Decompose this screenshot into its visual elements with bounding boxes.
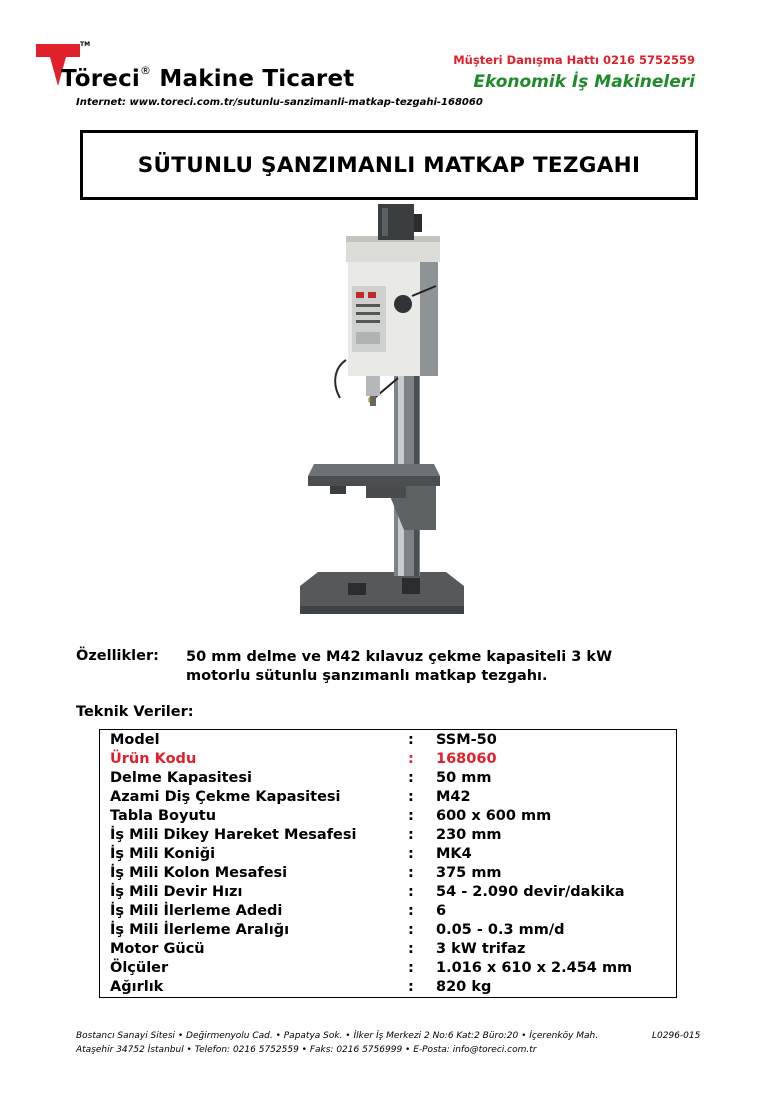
spec-label: İş Mili İlerleme Adedi bbox=[110, 903, 283, 919]
spec-colon: : bbox=[408, 751, 414, 767]
spec-value: MK4 bbox=[436, 846, 472, 862]
spec-value: 1.016 x 610 x 2.454 mm bbox=[436, 960, 633, 976]
spec-value: 600 x 600 mm bbox=[436, 808, 552, 824]
spec-colon: : bbox=[408, 789, 414, 805]
spec-colon: : bbox=[408, 827, 414, 843]
spec-label: Ölçüler bbox=[110, 960, 169, 976]
spec-colon: : bbox=[408, 941, 414, 957]
tech-label: Teknik Veriler: bbox=[76, 704, 194, 720]
spec-colon: : bbox=[408, 732, 414, 748]
spec-value: 168060 bbox=[436, 751, 497, 767]
spec-table bbox=[99, 729, 677, 998]
spec-label: Model bbox=[110, 732, 160, 748]
spec-colon: : bbox=[408, 922, 414, 938]
spec-label: İş Mili İlerleme Aralığı bbox=[110, 922, 290, 938]
spec-value: M42 bbox=[436, 789, 471, 805]
spec-label: İş Mili Devir Hızı bbox=[110, 884, 243, 900]
spec-value: 375 mm bbox=[436, 865, 502, 881]
spec-value: 50 mm bbox=[436, 770, 492, 786]
spec-value: 3 kW trifaz bbox=[436, 941, 526, 957]
company-slogan: Ekonomik İş Makineleri bbox=[473, 72, 695, 92]
spec-colon: : bbox=[408, 808, 414, 824]
spec-colon: : bbox=[408, 960, 414, 976]
spec-label: Motor Gücü bbox=[110, 941, 205, 957]
spec-colon: : bbox=[408, 979, 414, 995]
website-url[interactable]: Internet: www.toreci.com.tr/sutunlu-sanzimanli-matkap-tezgahi-168060 bbox=[76, 97, 483, 108]
spec-value: 230 mm bbox=[436, 827, 502, 843]
title-box bbox=[80, 130, 698, 200]
spec-label: Ürün Kodu bbox=[110, 751, 197, 767]
page-title: SÜTUNLU ŞANZIMANLI MATKAP TEZGAHI bbox=[137, 152, 641, 178]
spec-label: İş Mili Kolon Mesafesi bbox=[110, 865, 288, 881]
spec-colon: : bbox=[408, 770, 414, 786]
spec-label: Delme Kapasitesi bbox=[110, 770, 252, 786]
spec-label: İş Mili Koniği bbox=[110, 846, 216, 862]
customer-hotline: Müşteri Danışma Hattı 0216 5752559 bbox=[453, 53, 695, 67]
spec-label: Tabla Boyutu bbox=[110, 808, 217, 824]
spec-colon: : bbox=[408, 865, 414, 881]
footer-address: Bostancı Sanayi Sitesi • Değirmenyolu Cad. • Papatya Sok. • İlker İş Merkezi 2 No:6 Kat:2 Büro:20 • İçerenköy Mah. bbox=[76, 1031, 599, 1041]
spec-value: 6 bbox=[436, 903, 447, 919]
document-code: L0296-015 bbox=[652, 1031, 701, 1041]
company-name-suffix: Makine Ticaret bbox=[159, 66, 355, 92]
spec-value: SSM-50 bbox=[436, 732, 497, 748]
spec-label: Azami Diş Çekme Kapasitesi bbox=[110, 789, 341, 805]
spec-colon: : bbox=[408, 846, 414, 862]
trademark-symbol: TM bbox=[80, 41, 91, 48]
drill-press-image bbox=[286, 200, 478, 628]
company-name-main: Töreci bbox=[61, 66, 140, 92]
spec-value: 820 kg bbox=[436, 979, 492, 995]
registered-mark: ® bbox=[140, 64, 152, 78]
spec-colon: : bbox=[408, 903, 414, 919]
spec-value: 54 - 2.090 devir/dakika bbox=[436, 884, 625, 900]
spec-label: Ağırlık bbox=[110, 979, 164, 995]
features-label: Özellikler: bbox=[76, 648, 159, 664]
spec-label: İş Mili Dikey Hareket Mesafesi bbox=[110, 827, 357, 843]
company-name bbox=[61, 66, 354, 92]
footer-contact: Ataşehir 34752 İstanbul • Telefon: 0216 5752559 • Faks: 0216 5756999 • E-Posta: info@toreci.com.tr bbox=[76, 1045, 537, 1055]
spec-value: 0.05 - 0.3 mm/d bbox=[436, 922, 565, 938]
spec-colon: : bbox=[408, 884, 414, 900]
features-text: 50 mm delme ve M42 kılavuz çekme kapasiteli 3 kW motorlu sütunlu şanzımanlı matkap tezgahı. bbox=[186, 649, 613, 684]
